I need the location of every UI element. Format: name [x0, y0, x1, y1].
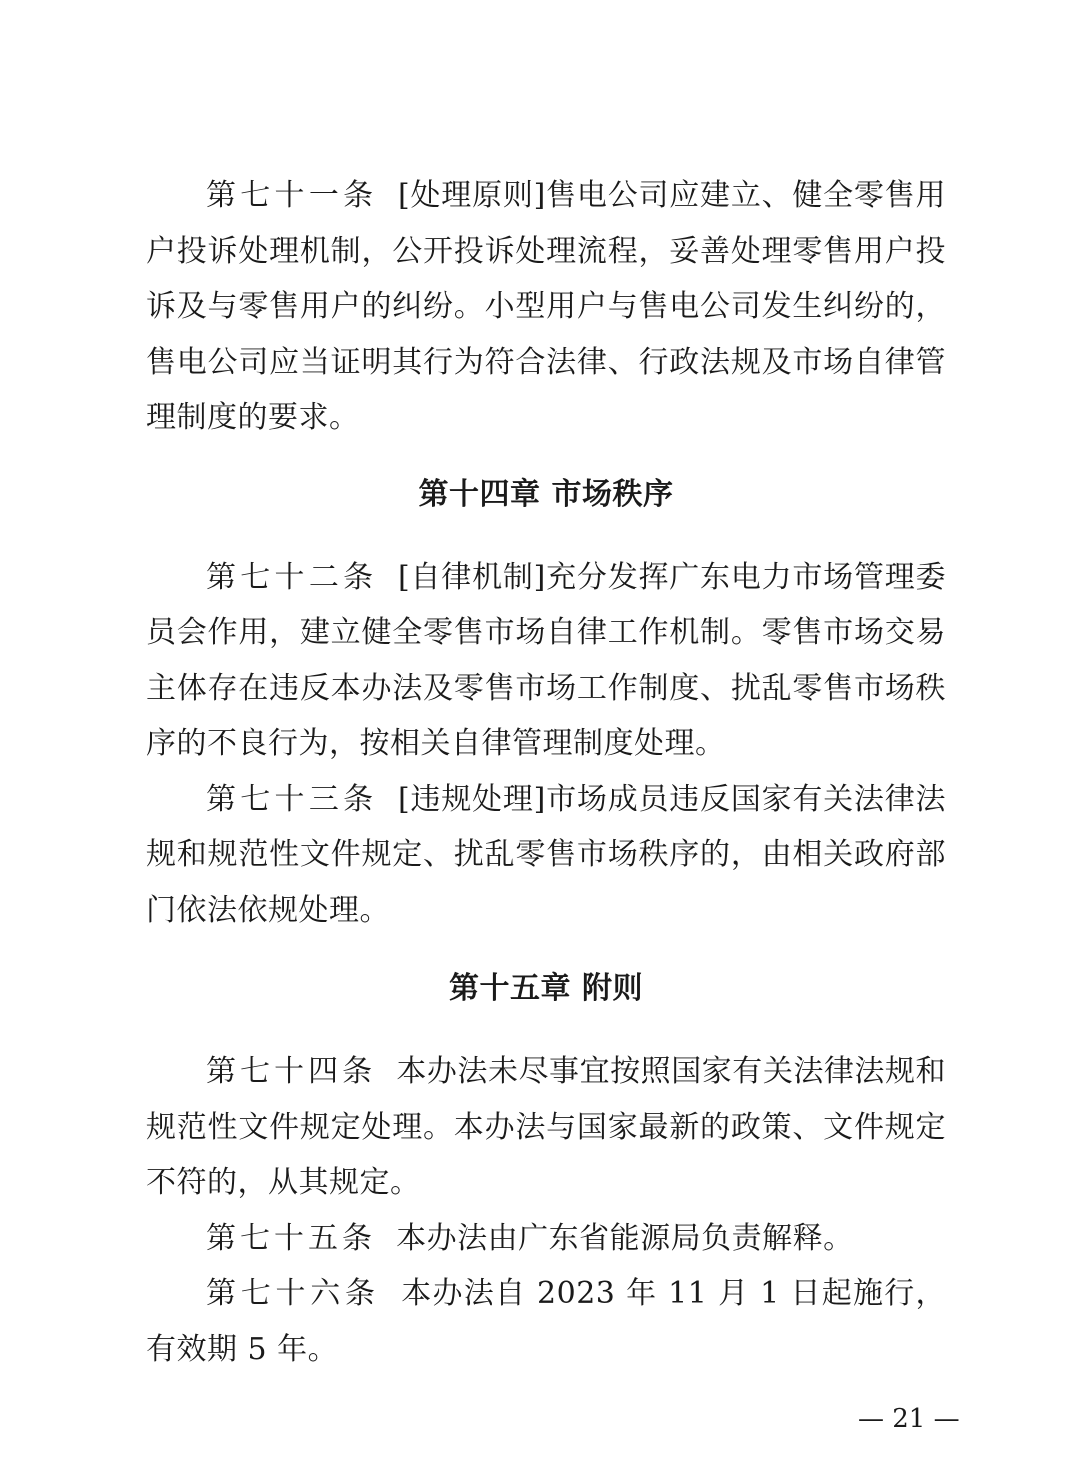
article-74 — [146, 1044, 946, 1211]
article-74-label: 第七十四条 — [206, 1054, 377, 1089]
article-73 — [146, 772, 946, 939]
article-72-text: [自律机制]充分发挥广东电力市场管理委员会作用，建立健全零售市场自律工作机制。零售市场交易主体存在违反本办法及零售市场工作制度、扰乱零售市场秩序的不良行为，按相关自律管理制度处理。 — [146, 559, 946, 761]
article-76 — [146, 1266, 946, 1377]
article-72-label: 第七十二条 — [206, 559, 378, 595]
article-75-text: 本办法由广东省能源局负责解释。 — [396, 1220, 854, 1256]
article-71 — [146, 168, 946, 446]
article-71-label: 第七十一条 — [206, 178, 378, 213]
article-75 — [146, 1211, 946, 1267]
document-page — [146, 168, 946, 1377]
chapter-15-title: 第十五章 附则 — [449, 971, 643, 1006]
article-76-text: 本办法自 2023 年 11 月 1 日起施行，有效期 5 年。 — [146, 1276, 946, 1367]
article-76-label: 第七十六条 — [206, 1276, 380, 1311]
article-73-text: [违规处理]市场成员违反国家有关法律法规和规范性文件规定、扰乱零售市场秩序的，由相关政府部门依法依规处理。 — [146, 781, 946, 928]
article-75-label: 第七十五条 — [206, 1220, 376, 1256]
article-71-text: [处理原则]售电公司应建立、健全零售用户投诉处理机制，公开投诉处理流程，妥善处理零售用户投诉及与零售用户的纠纷。小型用户与售电公司发生纠纷的，售电公司应当证明其行为符合法律、行政法规及市场自律管理制度的要求。 — [146, 178, 946, 435]
article-73-label: 第七十三条 — [206, 781, 378, 817]
article-74-text: 本办法未尽事宜按照国家有关法律法规和规范性文件规定处理。本办法与国家最新的政策、文件规定不符的，从其规定。 — [146, 1054, 947, 1200]
article-72 — [146, 550, 946, 772]
chapter-14-title: 第十四章 市场秩序 — [418, 476, 674, 512]
page-number: — 21 — — [858, 1404, 960, 1434]
